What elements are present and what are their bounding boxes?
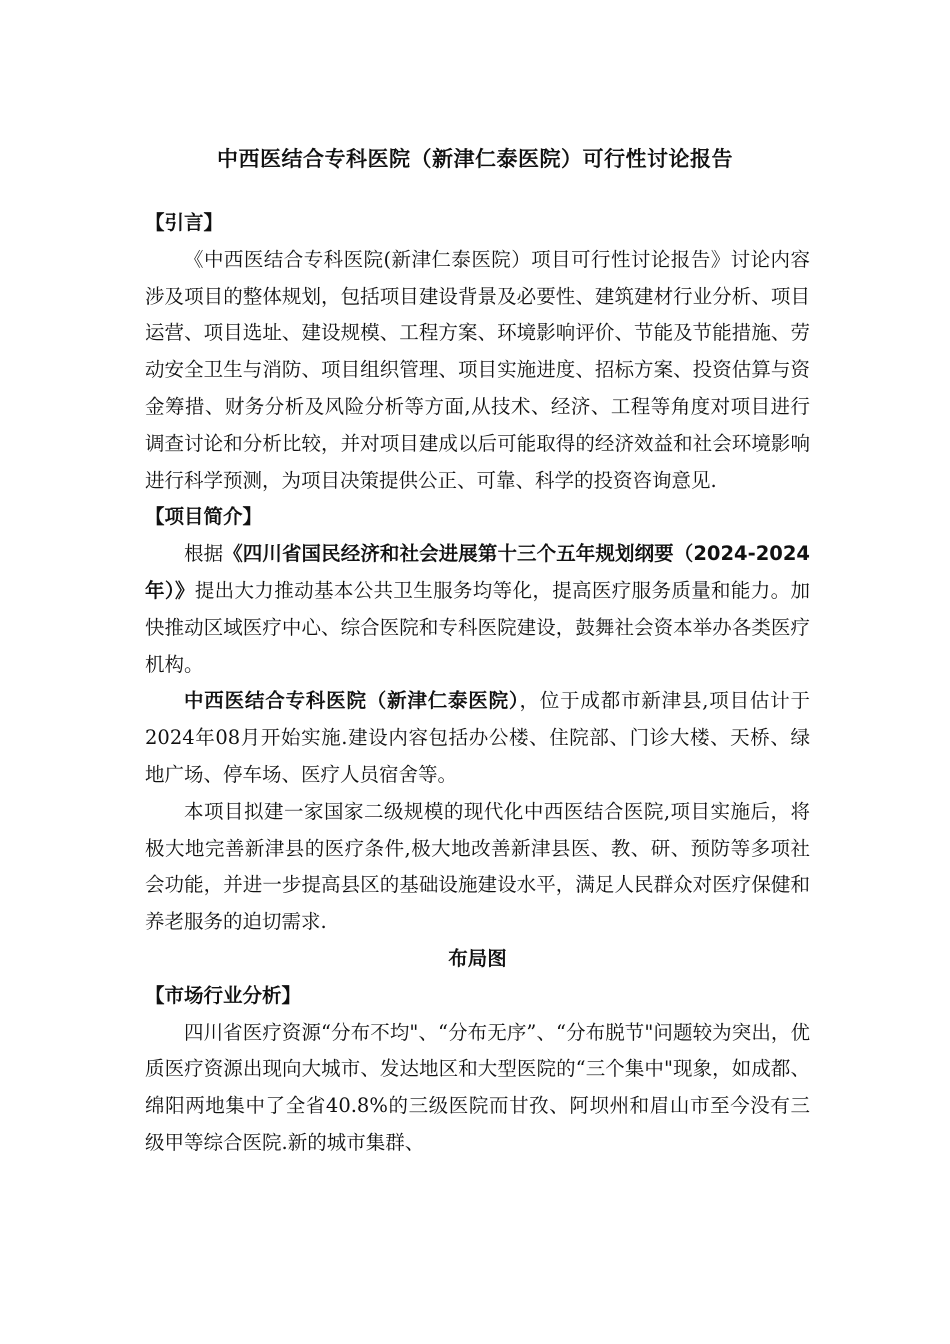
hospital-name: 中西医结合专科医院（新津仁泰医院） bbox=[184, 689, 520, 713]
project-paragraph-2 bbox=[145, 683, 810, 793]
section-heading-market: 【市场行业分析】 bbox=[145, 983, 302, 1007]
p2-rest: ，位于成都市新津县,项目估计于2024年08月开始实施.建设内容包括办公楼、住院部、门诊大楼、天桥、绿地广场、停车场、医疗人员宿舍等。 bbox=[145, 689, 810, 786]
section-heading-project: 【项目简介】 bbox=[145, 505, 263, 529]
document-title: 中西医结合专科医院（新津仁泰医院）可行性讨论报告 bbox=[217, 147, 733, 171]
p1-rest: 提出大力推动基本公共卫生服务均等化，提高医疗服务质量和能力。加快推动区域医疗中心、综合医院和专科医院建设，鼓舞社会资本举办各类医疗机构。 bbox=[145, 578, 810, 676]
figure-caption: 布局图 bbox=[448, 946, 507, 970]
section-heading-intro: 【引言】 bbox=[145, 211, 224, 234]
market-paragraph: 四川省医疗资源“分布不均"、“分布无序”、“分布脱节"问题较为突出，优质医疗资源出现向大城市、发达地区和大型医院的“三个集中"现象，如成都、绵阳两地集中了全省40.8%的三级医院而甘孜、阿坝州和眉山市至今没有三级甲等综合医院.新的城市集群、 bbox=[145, 1020, 810, 1154]
document-body bbox=[145, 205, 810, 1162]
p1-prefix: 根据 bbox=[184, 542, 224, 566]
project-paragraph-1 bbox=[145, 536, 810, 683]
plan-reference: 《四川省国民经济和社会进展第十三个五年规划纲要（2024-2024年）》 bbox=[145, 542, 810, 602]
intro-paragraph: 《中西医结合专科医院(新津仁泰医院）项目可行性讨论报告》讨论内容涉及项目的整体规划，包括项目建设背景及必要性、建筑建材行业分析、项目运营、项目选址、建设规模、工程方案、环境影响评价、节能及节能措施、劳动安全卫生与消防、项目组织管理、项目实施进度、招标方案、投资估算与资金筹措、财务分析及风险分析等方面,从技术、经济、工程等角度对项目进行调查讨论和分析比较，并对项目建成以后可能取得的经济效益和社会环境影响进行科学预测，为项目决策提供公正、可靠、科学的投资咨询意见. bbox=[145, 247, 810, 492]
project-paragraph-3: 本项目拟建一家国家二级规模的现代化中西医结合医院,项目实施后，将极大地完善新津县的医疗条件,极大地改善新津县医、教、研、预防等多项社会功能，并进一步提高县区的基础设施建设水平，满足人民群众对医疗保健和养老服务的迫切需求. bbox=[145, 799, 810, 934]
